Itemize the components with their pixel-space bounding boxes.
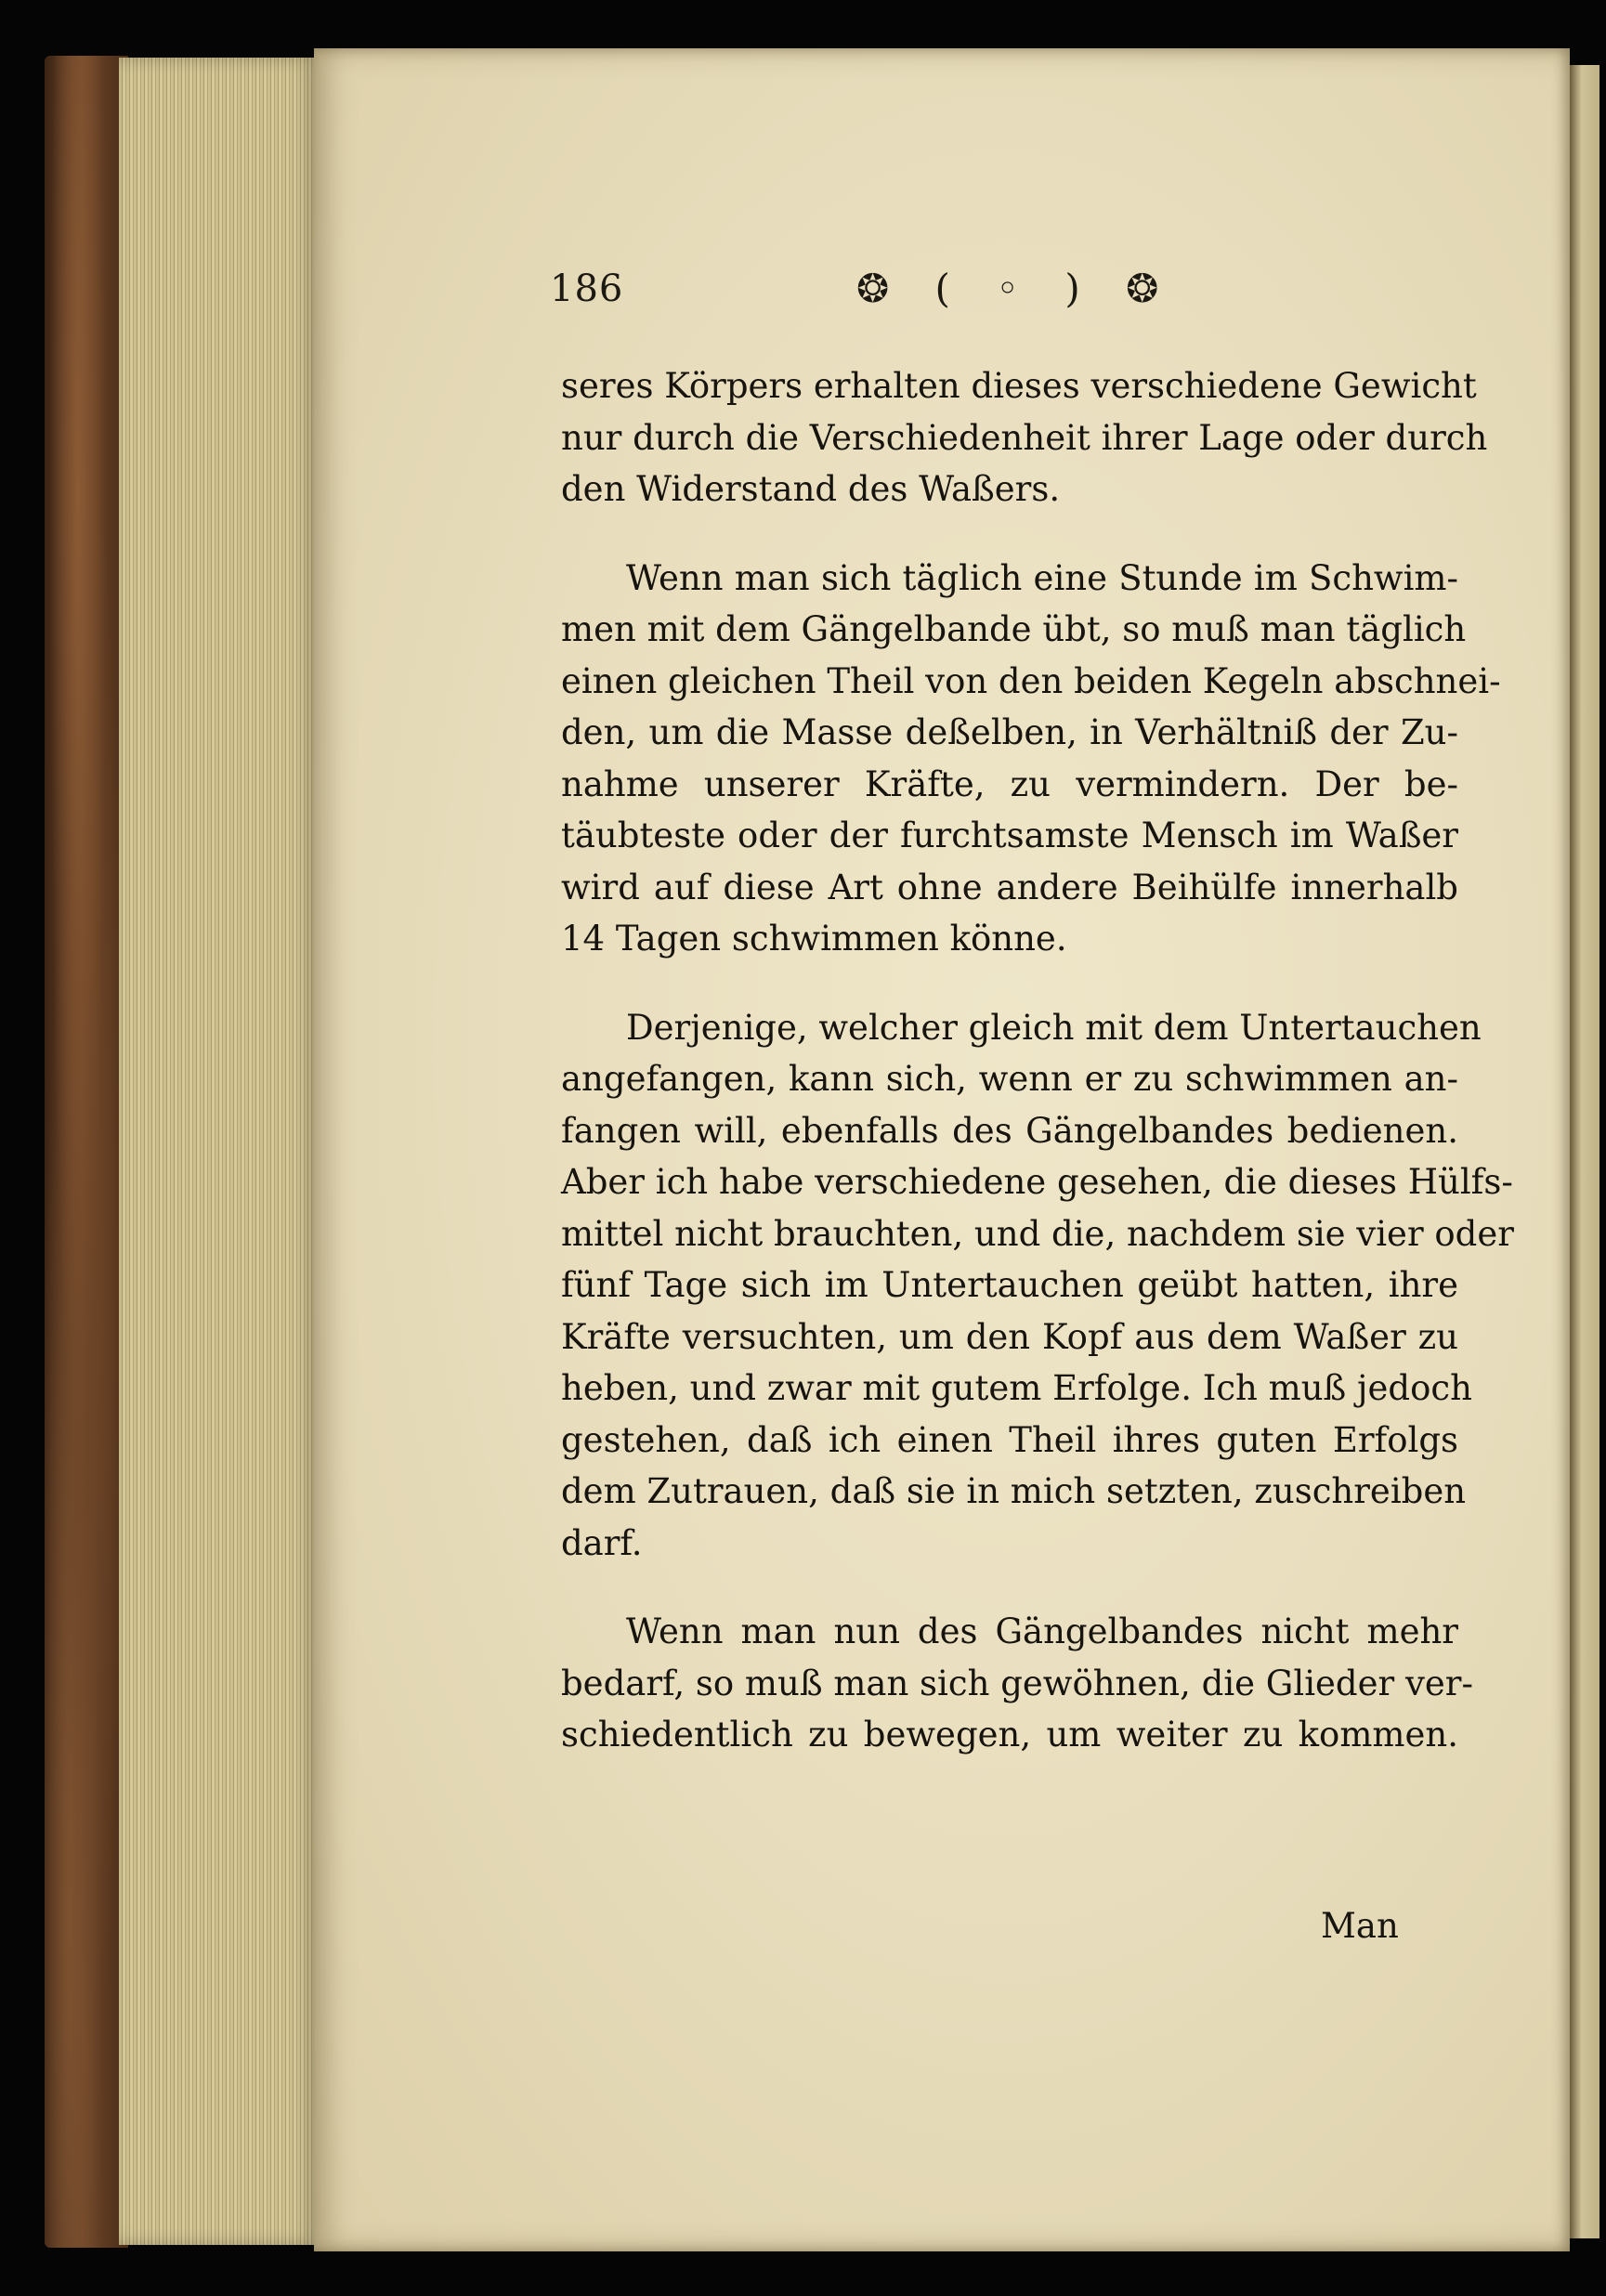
text-line: dem Zutrauen, daß sie in mich setzten, zuschreiben xyxy=(561,1471,1467,1511)
text-line: gestehen, daß ich einen Theil ihres guten Erfolgs xyxy=(561,1419,1458,1460)
text-line: täubteste oder der furchtsamste Mensch im Waßer xyxy=(561,815,1458,855)
text-line: einen gleichen Theil von den beiden Kegeln abschnei- xyxy=(561,660,1501,701)
text-line: den Widerstand des Waßers. xyxy=(561,469,1061,509)
header-ornament-icon: ❂ ( ◦ ) ❂ xyxy=(856,266,1176,311)
text-line: Wenn man sich täglich eine Stunde im Schwim- xyxy=(626,557,1458,598)
page-edges xyxy=(119,58,319,2245)
paragraph xyxy=(561,360,1488,515)
text-line: nur durch die Verschiedenheit ihrer Lage oder durch xyxy=(561,417,1488,458)
text-line: fünf Tage sich im Untertauchen geübt hatten, ihre xyxy=(561,1265,1458,1305)
text-line: wird auf diese Art ohne andere Beihülfe innerhalb xyxy=(561,867,1458,907)
text-line: Kräfte versuchten, um den Kopf aus dem Waßer zu xyxy=(561,1316,1458,1357)
paragraph xyxy=(561,1606,1473,1761)
leather-binding xyxy=(45,56,128,2248)
text-line: heben, und zwar mit gutem Erfolge. Ich muß jedoch xyxy=(561,1368,1472,1408)
text-line: schiedentlich zu bewegen, um weiter zu kommen. xyxy=(561,1715,1458,1755)
page-header xyxy=(550,267,1469,323)
text-line: men mit dem Gängelbande übt, so muß man täglich xyxy=(561,609,1467,649)
body-text xyxy=(561,360,1514,1761)
paragraph xyxy=(561,553,1501,965)
text-line: darf. xyxy=(561,1522,643,1563)
paragraph xyxy=(561,1002,1514,1570)
page-number: 186 xyxy=(550,267,624,310)
catchword: Man xyxy=(1321,1906,1399,1946)
text-line: den, um die Masse deßelben, in Verhältniß der Zu- xyxy=(561,712,1458,752)
text-line: nahme unserer Kräfte, zu vermindern. Der be- xyxy=(561,763,1458,804)
text-line: Wenn man nun des Gängelbandes nicht mehr xyxy=(626,1611,1458,1651)
text-line: bedarf, so muß man sich gewöhnen, die Glieder ver- xyxy=(561,1663,1473,1703)
next-page-edge xyxy=(1570,65,1599,2238)
text-line: Aber ich habe verschiedene gesehen, die dieses Hülfs- xyxy=(561,1162,1513,1202)
text-line: fangen will, ebenfalls des Gängelbandes bedienen. xyxy=(561,1110,1458,1151)
text-line: mittel nicht brauchten, und die, nachdem sie vier oder xyxy=(561,1213,1514,1254)
text-line: Derjenige, welcher gleich mit dem Untertauchen xyxy=(626,1007,1482,1048)
text-line: 14 Tagen schwimmen könne. xyxy=(561,919,1067,959)
text-line: seres Körpers erhalten dieses verschiedene Gewicht xyxy=(561,366,1477,406)
text-line: angefangen, kann sich, wenn er zu schwimmen an- xyxy=(561,1059,1458,1099)
